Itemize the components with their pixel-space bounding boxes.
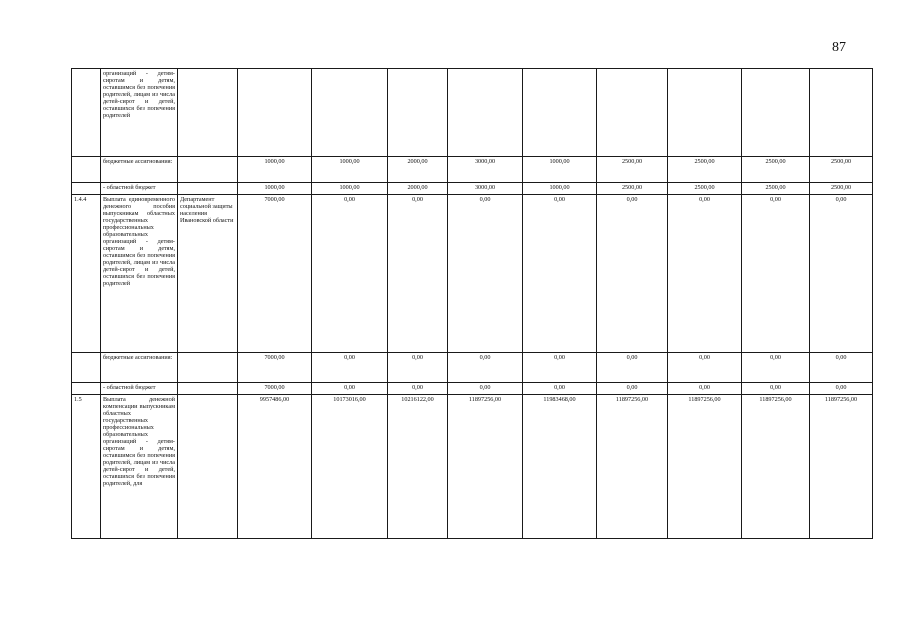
row-value: 0,00 [742, 353, 810, 383]
row-value: 0,00 [523, 195, 597, 353]
row-value: 2500,00 [742, 157, 810, 183]
row-value: 11897256,00 [742, 395, 810, 539]
row-department [178, 383, 238, 395]
row-value: 0,00 [312, 195, 388, 353]
row-value [448, 69, 523, 157]
table-row [72, 353, 873, 383]
row-name: бюджетные ассигнования: [101, 157, 178, 183]
row-code [72, 157, 101, 183]
row-code [72, 69, 101, 157]
row-name: Выплата единовременного денежного пособия выпускникам областных государственных профессиональных образовательных организаций - детям-сиротам и детям, оставшимся без попечения родителей, лицам из числа детей-сирот и детей, оставшихся без попечения родителей [101, 195, 178, 353]
row-department [178, 353, 238, 383]
row-value: 2500,00 [597, 157, 668, 183]
row-name: - областной бюджет [101, 383, 178, 395]
row-value: 0,00 [668, 195, 742, 353]
row-value: 0,00 [388, 353, 448, 383]
row-code: 1.4.4 [72, 195, 101, 353]
row-value: 0,00 [810, 353, 873, 383]
row-value: 2500,00 [668, 157, 742, 183]
row-value: 2500,00 [810, 183, 873, 195]
row-value: 0,00 [523, 353, 597, 383]
row-value: 0,00 [597, 195, 668, 353]
row-value: 1000,00 [238, 183, 312, 195]
row-department [178, 69, 238, 157]
table-row [72, 157, 873, 183]
row-value: 11897256,00 [597, 395, 668, 539]
row-code: 1.5 [72, 395, 101, 539]
row-value: 0,00 [668, 353, 742, 383]
row-value: 11897256,00 [810, 395, 873, 539]
row-value: 1000,00 [523, 183, 597, 195]
row-value: 0,00 [523, 383, 597, 395]
row-code [72, 353, 101, 383]
row-value: 0,00 [742, 195, 810, 353]
row-value: 9957486,00 [238, 395, 312, 539]
table-row [72, 195, 873, 353]
row-value: 2500,00 [668, 183, 742, 195]
row-value [238, 69, 312, 157]
row-value: 2500,00 [810, 157, 873, 183]
row-value: 1000,00 [523, 157, 597, 183]
row-value: 0,00 [810, 383, 873, 395]
row-name: организаций - детям-сиротам и детям, оставшимся без попечения родителей, лицам из числа детей-сирот и детей, оставшихся без попечения родителей [101, 69, 178, 157]
row-value: 0,00 [668, 383, 742, 395]
row-value: 10216122,00 [388, 395, 448, 539]
row-value: 2500,00 [742, 183, 810, 195]
row-value: 11983468,00 [523, 395, 597, 539]
row-value: 7000,00 [238, 353, 312, 383]
row-department: Департамент социальной защиты населения Ивановской области [178, 195, 238, 353]
row-value: 7000,00 [238, 383, 312, 395]
row-value: 1000,00 [238, 157, 312, 183]
table-row [72, 395, 873, 539]
row-value: 2500,00 [597, 183, 668, 195]
row-department [178, 395, 238, 539]
row-value: 0,00 [388, 195, 448, 353]
row-value: 0,00 [448, 195, 523, 353]
row-value [523, 69, 597, 157]
row-value: 0,00 [597, 353, 668, 383]
row-value: 1000,00 [312, 157, 388, 183]
row-value: 11897256,00 [448, 395, 523, 539]
table-row [72, 69, 873, 157]
row-value: 1000,00 [312, 183, 388, 195]
row-value: 0,00 [597, 383, 668, 395]
row-value [388, 69, 448, 157]
row-value [742, 69, 810, 157]
row-value: 2000,00 [388, 157, 448, 183]
row-code [72, 183, 101, 195]
row-value: 0,00 [448, 383, 523, 395]
row-value: 0,00 [312, 383, 388, 395]
table-row [72, 383, 873, 395]
row-value: 0,00 [742, 383, 810, 395]
row-value [668, 69, 742, 157]
row-name: - областной бюджет [101, 183, 178, 195]
row-value: 0,00 [448, 353, 523, 383]
row-value [312, 69, 388, 157]
row-value: 3000,00 [448, 157, 523, 183]
row-value: 7000,00 [238, 195, 312, 353]
row-value: 2000,00 [388, 183, 448, 195]
row-value [810, 69, 873, 157]
row-value: 0,00 [312, 353, 388, 383]
row-code [72, 383, 101, 395]
row-value: 3000,00 [448, 183, 523, 195]
row-department [178, 183, 238, 195]
row-department [178, 157, 238, 183]
row-name: бюджетные ассигнования: [101, 353, 178, 383]
row-name: Выплата денежной компенсации выпускникам областных государственных профессиональных образовательных организаций - детям-сиротам и детям, оставшимся без попечения родителей, лицам из числа детей-сирот и детей, оставшихся без попечения родителей, для [101, 395, 178, 539]
page-number: 87 [832, 40, 846, 55]
row-value [597, 69, 668, 157]
table-row [72, 183, 873, 195]
row-value: 11897256,00 [668, 395, 742, 539]
row-value: 10173016,00 [312, 395, 388, 539]
row-value: 0,00 [388, 383, 448, 395]
budget-table [71, 68, 873, 539]
row-value: 0,00 [810, 195, 873, 353]
